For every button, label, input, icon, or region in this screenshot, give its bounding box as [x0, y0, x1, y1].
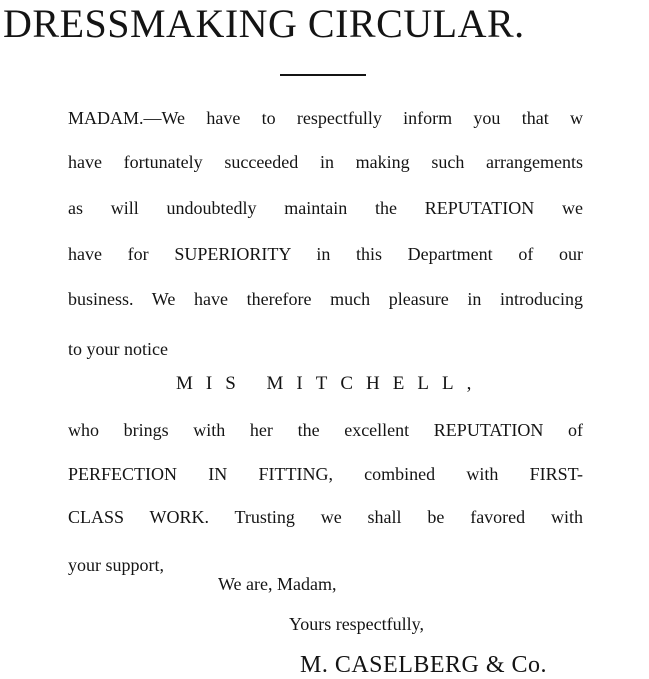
title-divider-rule	[280, 74, 366, 76]
body-line-9: CLASS WORK. Trusting we shall be favored with	[68, 507, 583, 527]
body-line-10: your support,	[68, 555, 164, 575]
closing-valediction: Yours respectfully,	[289, 614, 424, 634]
body-line-7: who brings with her the excellent REPUTATION of	[68, 420, 583, 440]
circular-title: DRESSMAKING CIRCULAR.	[3, 1, 525, 46]
body-line-4: have for SUPERIORITY in this Department of our	[68, 244, 583, 264]
body-line-6: to your notice	[68, 339, 168, 359]
closing-salutation: We are, Madam,	[218, 574, 337, 594]
body-line-3: as will undoubtedly maintain the REPUTATION we	[68, 198, 583, 218]
body-line-5: business. We have therefore much pleasure in introducing	[68, 289, 583, 309]
body-line-8: PERFECTION IN FITTING, combined with FIRST-	[68, 464, 583, 484]
signature: M. CASELBERG & Co.	[300, 652, 548, 678]
featured-name: MIS MITCHELL,	[176, 373, 485, 394]
body-line-2: have fortunately succeeded in making such arrangements	[68, 152, 583, 172]
body-line-1: MADAM.—We have to respectfully inform you that w	[68, 108, 583, 128]
